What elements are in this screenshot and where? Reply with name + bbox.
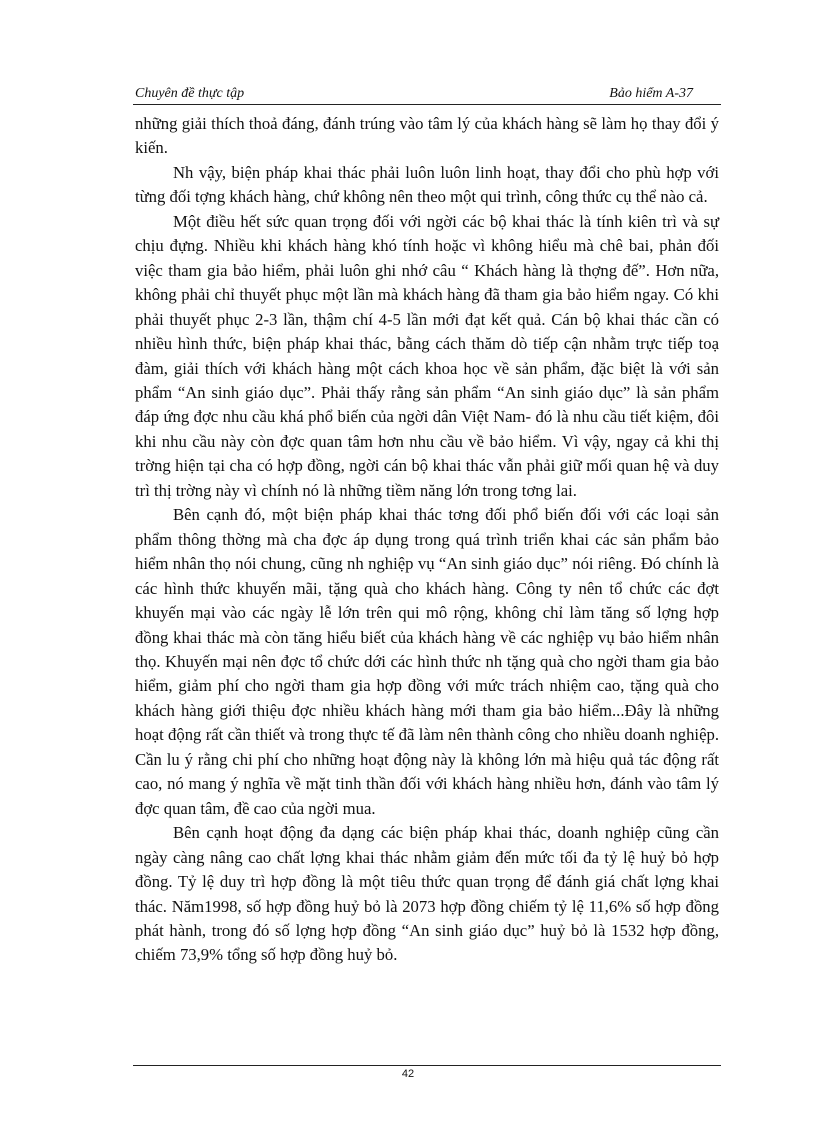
page-header bbox=[133, 84, 721, 105]
footer-divider bbox=[133, 1065, 721, 1066]
paragraph-5: Bên cạnh hoạt động đa dạng các biện pháp khai thác, doanh nghiệp cũng cần ngày càng nâng cao chất lợng khai thác nhằm giảm đến mức tối đa tỷ lệ huỷ bỏ hợp đồng. Tỷ lệ duy trì hợp đồng là một tiêu thức quan trọng để đánh giá chất lợng khai thác. Năm1998, số hợp đồng huỷ bỏ là 2073 hợp đồng chiếm tỷ lệ 11,6% số hợp đồng phát hành, trong đó số lợng hợp đồng “An sinh giáo dục” huỷ bỏ là 1532 hợp đồng, chiếm 73,9% tổng số hợp đồng huỷ bỏ. bbox=[135, 823, 719, 965]
paragraph-4: Bên cạnh đó, một biện pháp khai thác tơng đối phổ biến đối với các loại sản phẩm thông thờng mà cha đợc áp dụng trong quá trình triển khai các sản phẩm bảo hiểm nhân thọ nói chung, cũng nh nghiệp vụ “An sinh giáo dục” nói riêng. Đó chính là các hình thức khuyến mãi, tặng quà cho khách hàng. Công ty nên tổ chức các đợt khuyến mại vào các ngày lễ lớn trên qui mô rộng, không chỉ làm tăng số lợng hợp đồng khai thác mà còn tăng hiểu biết của khách hàng về các nghiệp vụ bảo hiểm nhân thọ. Khuyến mại nên đợc tổ chức dới các hình thức nh tặng quà cho ngời tham gia bảo hiểm, giảm phí cho ngời tham gia hợp đồng với mức trách nhiệm cao, tặng quà cho khách hàng giới thiệu đợc nhiều khách hàng mới tham gia bảo hiểm...Đây là những hoạt động rất cần thiết và trong thực tế đã làm nên thành công cho nhiều doanh nghiệp. Cần lu ý rằng chi phí cho những hoạt động này là không lớn mà hiệu quả tác động rất cao, nó mang ý nghĩa về mặt tinh thần đối với khách hàng nhiều hơn, đánh vào tâm lý đợc quan tâm, đề cao của ngời mua. bbox=[135, 505, 719, 818]
header-title-left: Chuyên đề thực tập bbox=[135, 86, 245, 101]
body-text bbox=[135, 112, 719, 968]
paragraph-1: những giải thích thoả đáng, đánh trúng vào tâm lý của khách hàng sẽ làm họ thay đổi ý kiến. bbox=[135, 114, 719, 158]
page-number: 42 bbox=[401, 1068, 415, 1080]
paragraph-2: Nh vậy, biện pháp khai thác phải luôn luôn linh hoạt, thay đổi cho phù hợp với từng đối tợng khách hàng, chứ không nên theo một qui trình, công thức cụ thể nào cả. bbox=[135, 162, 719, 207]
header-title-right: Bảo hiểm A-37 bbox=[609, 86, 693, 101]
paragraph-3: Một điều hết sức quan trọng đối với ngời các bộ khai thác là tính kiên trì và sự chịu đựng. Nhiều khi khách hàng khó tính hoặc vì không hiểu mà chê bai, phản đối việc tham gia bảo hiểm, phải luôn ghi nhớ câu “ Khách hàng là thợng đế”. Hơn nữa, không phải chỉ thuyết phục một lần mà khách hàng đã tham gia bảo hiểm ngay. Có khi phải thuyết phục 2-3 lần, thậm chí 4-5 lần mới đạt kết quả. Cán bộ khai thác cần có nhiều hình thức, biện pháp khai thác, bằng cách thăm dò tiếp cận nhằm trực tiếp toạ đàm, giải thích với khách hàng một cách khoa học về sản phẩm, đặc biệt là với sản phẩm “An sinh giáo dục”. Phải thấy rằng sản phẩm “An sinh giáo dục” là sản phẩm đáp ứng đợc nhu cầu khá phổ biến của ngời dân Việt Nam- đó là nhu cầu tiết kiệm, đôi khi nhu cầu này còn đợc quan tâm hơn nhu cầu về bảo hiểm. Vì vậy, ngay cả khi thị trờng hiện tại cha có hợp đồng, ngời cán bộ khai thác vẫn phải giữ mối quan hệ và duy trì thị trờng này vì chính nó là những tiềm năng lớn trong tơng lai. bbox=[135, 211, 719, 500]
